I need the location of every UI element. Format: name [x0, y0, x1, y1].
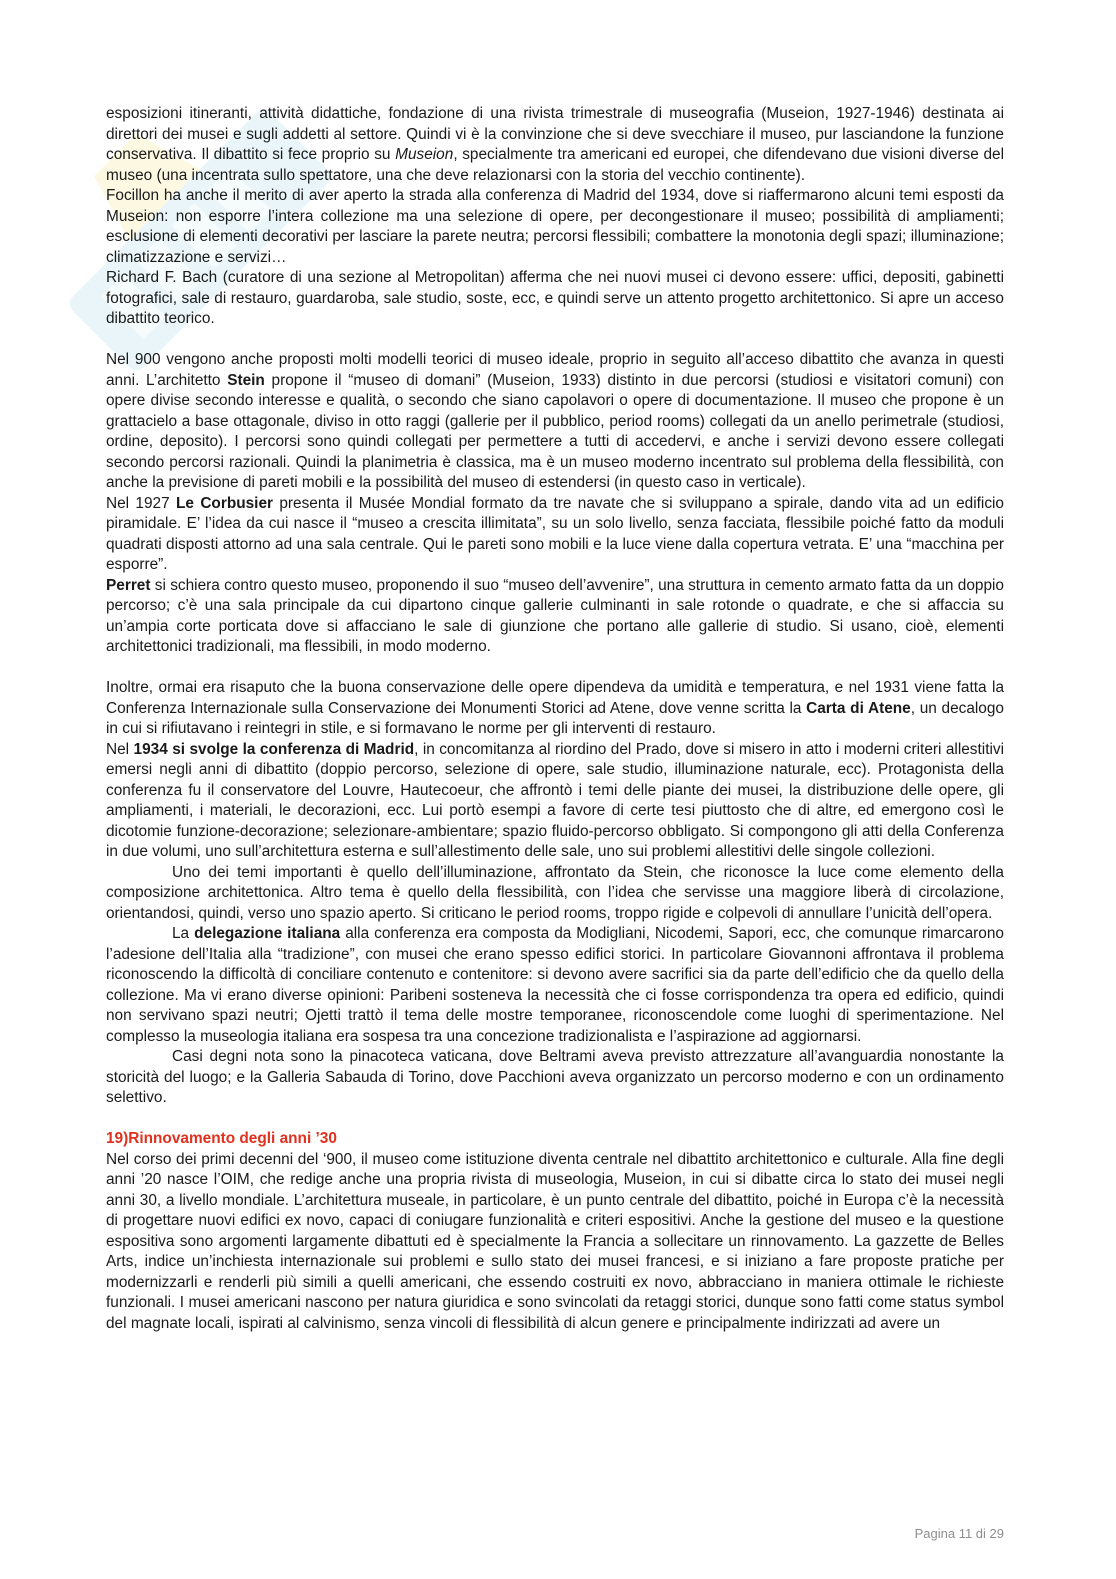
- text-run: Nel 1927: [106, 494, 177, 512]
- paragraph: [106, 268, 1004, 330]
- paragraph: [106, 740, 1004, 863]
- document-body: [106, 104, 1004, 1334]
- text-run: alla conferenza era composta da Modigliani, Nicodemi, Sapori, ecc, che comunque rimarcarono l’adesione dell’Italia alla “tradizione”, con musei che erano spesso edifici storici. In particolare Giovannoni affrontava il problema riconoscendo la difficoltà di conciliare contenuto e contenitore: si devono avere sacrifici sia da parte dell’edificio che da quello della collezione. Ma vi erano diverse opinioni: Paribeni sosteneva la necessità che ci fosse corrispondenza tra opera ed edificio, quindi non servivano spazi neutri; Ojetti trattò il tema delle mostre temporanee, riconoscendole come luoghi di sperimentazione. Nel complesso la museologia italiana era sospesa tra una concezione tradizionalista e l’aspirazione ad aggiornarsi.: [106, 925, 1004, 1045]
- text-run: Casi degni nota sono la pinacoteca vaticana, dove Beltrami aveva previsto attrezzature all’avanguardia nonostante la storicità del luogo; e la Galleria Sabauda di Torino, dove Pacchioni aveva organizzato un percorso moderno e con un ordinamento selettivo.: [106, 1048, 1004, 1106]
- paragraph: [106, 1150, 1004, 1335]
- paragraph: [106, 1047, 1004, 1109]
- bold-term: delegazione italiana: [194, 925, 341, 942]
- text-run: esposizioni itineranti, attività didattiche, fondazione di una rivista trimestrale di museografia (Museion, 1927-1946) destinata ai direttori dei musei e sugli addetti al settore. Quindi vi è la convinzione che si deve svecchiare il museo, pur lasciandone la funzione conservativa. Il dibattito si fece proprio su: [106, 105, 1004, 163]
- text-run: , specialmente tra americani ed europei, che difendevano due visioni diverse del museo (una incentrata sullo spettatore, una che deve relazionarsi con la storia del vecchio continente).: [106, 146, 1004, 184]
- paragraph-gap: [106, 658, 1004, 679]
- text-run: Inoltre, ormai era risaputo che la buona conservazione delle opere dipendeva da umidità e temperatura, e nel 1931 viene fatta la Conferenza Internazionale sulla Conservazione dei Monumenti Storici ad Atene, dove venne scritta la: [106, 679, 1004, 717]
- bold-term: Stein: [227, 371, 265, 389]
- bold-term: Le Corbusier: [176, 494, 274, 512]
- page-number: Pagina 11 di 29: [914, 1526, 1004, 1541]
- text-run: si schiera contro questo museo, proponendo il suo “museo dell’avvenire”, una struttura in cemento armato fatta da un doppio percorso; c’è una sala principale da cui dipartono cinque gallerie culminanti in sale rotonde o quadrate, e che si affaccia su un’ampia corte porticata dove si affacciano le sale di giunzione che portano alle gallerie di studio. Si usano, cioè, elementi architettonici tradizionali, ma flessibili, in modo moderno.: [106, 576, 1004, 655]
- text-run: propone il “museo di domani” (Museion, 1933) distinto in due percorsi (studiosi e visitatori comuni) con opere divise secondo interesse e qualità, o secondo che siano capolavori o opere di documentazione. Il museo che propone è un grattacielo a base ottagonale, diviso in otto raggi (gallerie per il pubblico, period rooms) collegati da un anello perimetrale (studiosi, ordine, deposito). I percorsi sono quindi collegati per permettere a tutti di accedervi, e anche i servizi devono essere collegati secondo percorsi razionali. Quindi la planimetria è classica, ma è un museo moderno incentrato sul problema della flessibilità, con anche la previsione di pareti mobili e la possibilità del museo di estendersi (in questo caso in verticale).: [106, 371, 1004, 491]
- text-run: La: [172, 925, 195, 942]
- text-run: , in concomitanza al riordino del Prado, dove si misero in atto i moderni criteri allestitivi emersi negli anni di dibattito (doppio percorso, selezione di opere, sale studio, illuminazione naturale, ecc). Protagonista della conferenza fu il conservatore del Louvre, Hautecoeur, che affrontò i temi delle piante dei musei, la distribuzione delle opere, gli ampliamenti, i materiali, le decorazioni, ecc. Lui portò esempi a favore di certe tesi piuttosto che di altre, ed emergono così le dicotomie funzione-decorazione; selezionare-ambientare; spazio fluido-percorso obbligato. Si compongono gli atti della Conferenza in due volumi, uno sull’architettura esterna e sull’allestimento delle sale, uno sui problemi allestitivi delle singole collezioni.: [106, 740, 1005, 860]
- text-run: , un decalogo in cui si rifiutavano i reintegri in stile, e si formavano le norme per gli interventi di restauro.: [106, 699, 1004, 737]
- text-run: Focillon ha anche il merito di aver aperto la strada alla conferenza di Madrid del 1934, dove si riaffermarono alcuni temi esposti da Museion: non esporre l’intera collezione ma una selezione di opere, per decongestionare il museo; possibilità di ampliamenti; esclusione di elementi decorativi per lasciare la parete neutra; percorsi flessibili; combattere la monotonia degli spazi; illuminazione; climatizzazione e servizi…: [106, 187, 1004, 266]
- text-run: Richard F. Bach (curatore di una sezione al Metropolitan) afferma che nei nuovi musei ci devono essere: uffici, depositi, gabinetti fotografici, sale di restauro, guardaroba, sale studio, soste, ecc, e quindi serve un attento progetto architettonico. Si apre un acceso dibattito teorico.: [106, 269, 1004, 327]
- paragraph: [106, 350, 1004, 494]
- paragraph-gap: [106, 1109, 1004, 1130]
- text-run: Nel 900 vengono anche proposti molti modelli teorici di museo ideale, proprio in seguito all’acceso dibattito che avanza in questi anni. L’architetto: [106, 351, 1004, 389]
- section-heading: [106, 1129, 1004, 1150]
- paragraph: [106, 576, 1004, 658]
- bold-term: Perret: [106, 576, 151, 594]
- text-run: Nel corso dei primi decenni del ‘900, il museo come istituzione diventa centrale nel dibattito architettonico e culturale. Alla fine degli anni ’20 nasce l’OIM, che redige anche una propria rivista di museologia, Museion, in cui si dibatte circa lo stato dei musei negli anni 30, a livello mondiale. L’architettura museale, in particolare, è un punto centrale del dibattito, poiché in Europa c’è la necessità di progettare nuovi edifici ex novo, capaci di coniugare funzionalità e criteri espositivi. Anche la gestione del museo e la questione espositiva sono argomenti largamente dibattuti ed è specialmente la Francia a sollecitare un rinnovamento. La gazzette de Belles Arts, indice un’inchiesta internazionale sui problemi e sullo stato dei musei francesi, e si iniziano a fare proposte pratiche per modernizzarli e renderli più simili a quelli americani, che essendo costruiti ex novo, abbracciano in maniera ottimale le richieste funzionali. I musei americani nascono per natura giuridica e sono svincolati da retaggi storici, dunque sono fatti come status symbol del magnate locali, ispirati al calvinismo, senza vincoli di flessibilità di alcun genere e principalmente indirizzati ad avere un: [106, 1150, 1004, 1332]
- paragraph: [106, 186, 1004, 268]
- text-run: Uno dei temi importanti è quello dell’illuminazione, affrontato da Stein, che riconosce la luce come elemento della composizione architettonica. Altro tema è quello della flessibilità, con l’idea che servisse una maggiore liberà di circolazione, orientandosi, quindi, verso uno spazio aperto. Si criticano le period rooms, troppo rigide e colpevoli di annullare l’unicità dell’opera.: [106, 863, 1004, 922]
- bold-term: 1934 si svolge la conferenza di Madrid: [133, 740, 415, 758]
- text-run: presenta il Musée Mondial formato da tre navate che si sviluppano a spirale, dando vita ad un edificio piramidale. E’ l’idea da cui nasce il “museo a crescita illimitata”, su un solo livello, senza facciata, flessibile poiché fatto da moduli quadrati disposti attorno ad una sala centrale. Qui le pareti sono mobili e la luce viene dalla copertura vetrata. E’ una “macchina per esporre”.: [106, 494, 1004, 573]
- paragraph: [106, 104, 1004, 186]
- paragraph: [106, 863, 1004, 925]
- paragraph: [106, 678, 1004, 740]
- paragraph: [106, 924, 1004, 1047]
- text-run: Nel: [106, 740, 134, 758]
- text-run: 19)Rinnovamento degli anni ’30: [106, 1130, 337, 1147]
- paragraph-gap: [106, 330, 1004, 351]
- italic-term: Museion: [395, 146, 454, 163]
- bold-term: Carta di Atene: [806, 699, 911, 717]
- paragraph: [106, 494, 1004, 576]
